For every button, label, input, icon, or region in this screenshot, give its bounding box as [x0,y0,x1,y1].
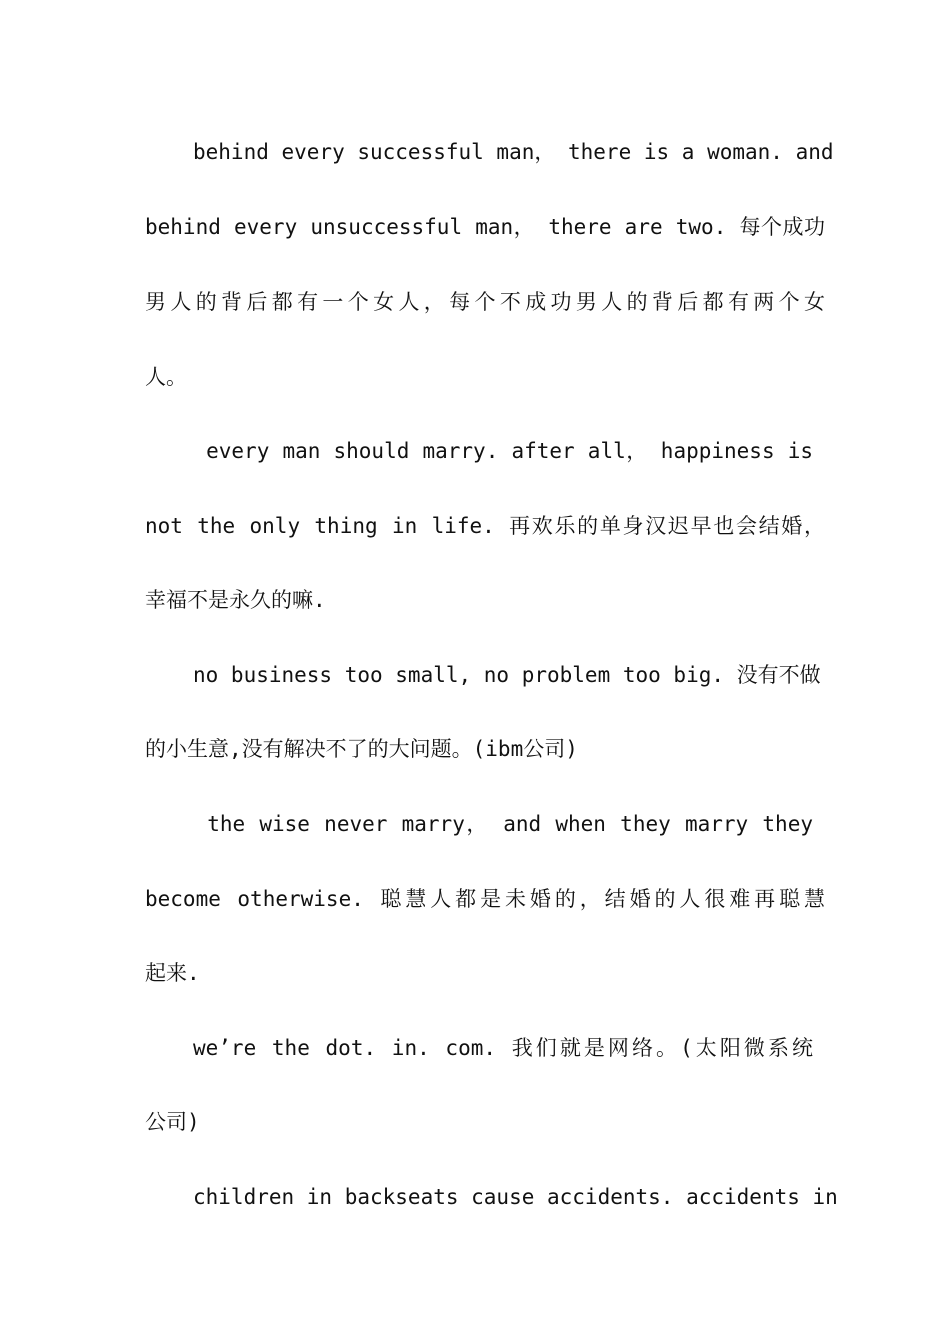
text-line: no business too small, no problem too big. 没有不做 [193,663,821,687]
text-line: 男人的背后都有一个女人，每个不成功男人的背后都有两个女 [145,290,825,314]
text-line: 的小生意,没有解决不了的大问题。(ibm公司) [145,737,578,761]
text-line: become otherwise. 聪慧人都是未婚的，结婚的人很难再聪慧 [145,887,825,911]
text-line: 幸福不是永久的嘛. [145,588,326,612]
text-line: behind every unsuccessful man， there are two. 每个成功 [145,215,826,239]
text-line: the wise never marry， and when they marry they [193,812,813,836]
text-line: 公司) [145,1110,200,1134]
text-line: every man should marry. after all， happiness is [193,439,813,463]
text-line: we’re the dot. in. com. 我们就是网络。(太阳微系统 [193,1036,813,1060]
text-line: 人。 [145,365,187,389]
text-line: behind every successful man， there is a woman. and [193,140,834,164]
text-line: 起来. [145,961,200,985]
text-line: not the only thing in life. 再欢乐的单身汉迟早也会结婚， [145,514,825,538]
text-line: children in backseats cause accidents. accidents in [193,1185,838,1209]
